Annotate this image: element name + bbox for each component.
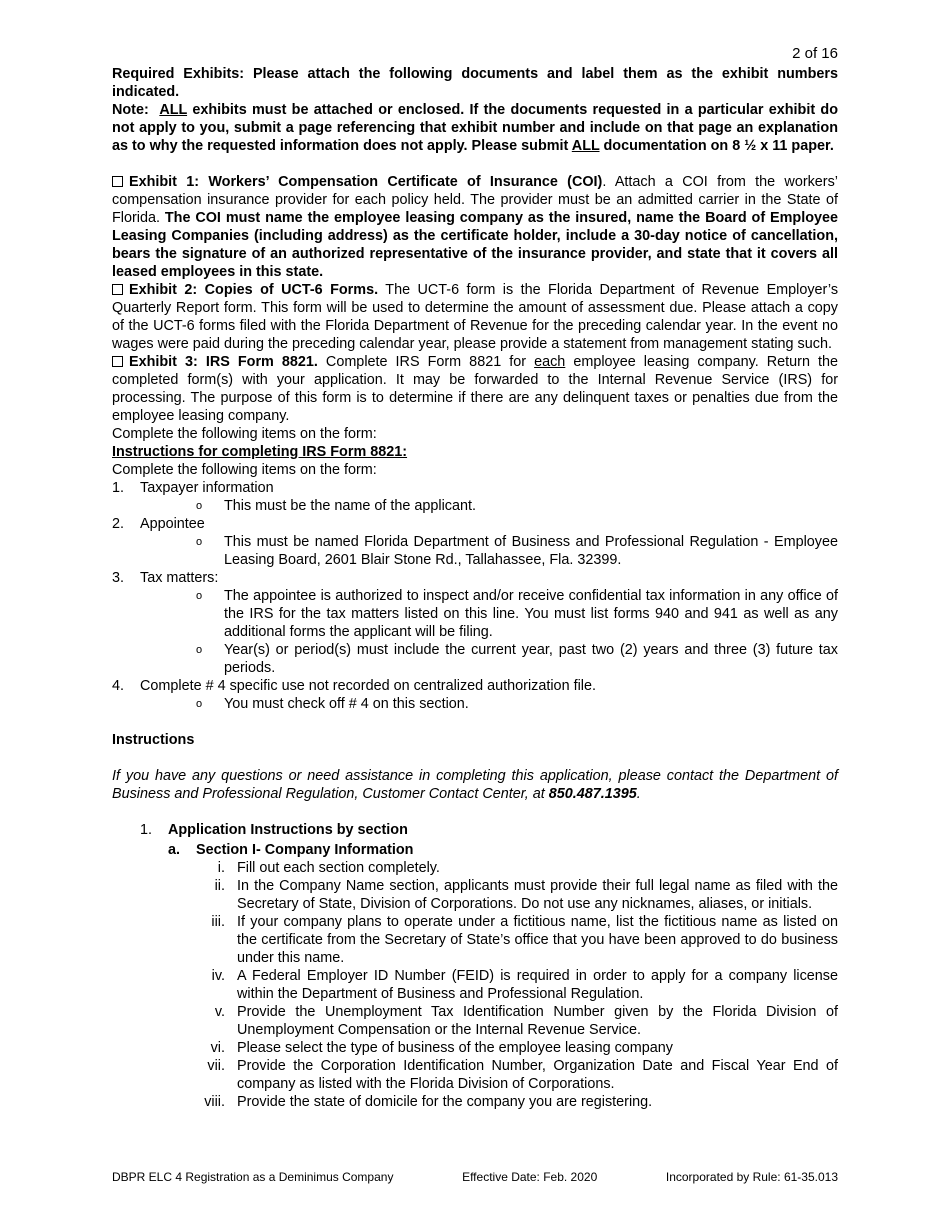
list-item: viii. Provide the state of domicile for the company you are registering. (204, 1094, 653, 1110)
irs-item-list (112, 479, 838, 713)
list-item: 2. Appointee (112, 516, 205, 532)
note-text-1: exhibits must be attached or enclosed. If the documents requested in a particular exhibit do not apply to you, submit a page referencing that exhibit number and include on that page an explanation as to why the requested information does not apply. Please submit (112, 102, 838, 154)
circle-bullet-icon: o (196, 536, 203, 548)
sub-list-item: o The appointee is authorized to inspect and/or receive confidential tax information in any office of the IRS for the tax matters listed on this line. You must list forms 940 and 941 as well as any additional forms the applicant will be filing. (196, 588, 838, 640)
list-item: 1. Taxpayer information (112, 480, 274, 496)
list-item: v. Provide the Unemployment Tax Identification Number given by the Florida Division of Unemployment Compensation or the Internal Revenue Service. (214, 1004, 838, 1038)
note-text-2: documentation on 8 ½ x 11 paper. (599, 138, 834, 154)
sub-list-item: o You must check off # 4 on this section. (196, 696, 469, 712)
circle-bullet-icon: o (196, 590, 203, 602)
exhibit-3 (112, 353, 838, 425)
circle-bullet-icon: o (196, 644, 203, 656)
list-item: ii. In the Company Name section, applicants must provide their full legal name as filed with the Secretary of State, Division of Corporations. Do not use any nicknames, aliases, or initials. (214, 878, 838, 912)
sub-list-item: o This must be the name of the applicant. (196, 498, 476, 514)
footer-effective-date: Effective Date: Feb. 2020 (462, 1170, 598, 1184)
exhibit-3-text-b: employee leasing company. Return the completed form(s) with your application. It may be forwarded to the Internal Revenue Service (IRS) for processing. The purpose of this form is to determine if there are any delinquent taxes or penalties due from the employee leasing company. (112, 354, 838, 424)
contact-text: If you have any questions or need assistance in completing this application, please contact the Department of Business and Professional Regulation, Customer Contact Center, at (112, 768, 838, 802)
exhibit-3-each: each (534, 354, 566, 370)
complete-items-1: Complete the following items on the form: (112, 426, 377, 442)
list-item: vi. Please select the type of business of the employee leasing company (210, 1040, 673, 1056)
circle-bullet-icon: o (196, 698, 203, 710)
list-item: vii. Provide the Corporation Identification Number, Organization Date and Fiscal Year End of company as listed with the Florida Division of Corporations. (207, 1058, 838, 1092)
circle-bullet-icon: o (196, 500, 203, 512)
checkbox-icon (112, 356, 123, 367)
exhibit-1 (112, 173, 838, 281)
document-body (112, 65, 838, 1111)
footer-rule: Incorporated by Rule: 61-35.013 (665, 1170, 838, 1184)
exhibit-1-title: Exhibit 1: Workers’ Compensation Certificate of Insurance (COI) (129, 174, 603, 190)
page-number: 2 of 16 (792, 45, 838, 62)
exhibit-1-text: . Attach a COI from the workers’ compensation insurance provider for each policy held. The provider must be an admitted carrier in the State of Florida. (112, 174, 838, 226)
list-item: 4. Complete # 4 specific use not recorded on centralized authorization file. (112, 678, 596, 694)
list-item: iii. If your company plans to operate under a fictitious name, list the fictitious name as listed on the certificate from the Secretary of State’s office that you have been approved to do business under this name. (211, 914, 838, 966)
list-item: 3. Tax matters: (112, 570, 219, 586)
list-item: i. Fill out each section completely. (217, 860, 440, 876)
exhibit-1-bold-text: The COI must name the employee leasing company as the insured, name the Board of Employee Leasing Companies (including address) as the certificate holder, include a 30-day notice of cancellation, bears the signature of an authorized representative of the insurance provider, and state that it covers all leased employees in this state. (112, 210, 838, 280)
list-item: iv. A Federal Employer ID Number (FEID) is required in order to apply for a company license within the Department of Business and Professional Regulation. (211, 968, 838, 1002)
note-paragraph (112, 101, 838, 155)
note-label: Note: (112, 102, 149, 118)
contact-phone: 850.487.1395 (548, 786, 637, 802)
sub-list-item: o Year(s) or period(s) must include the current year, past two (2) years and three (3) future tax periods. (196, 642, 838, 676)
section-item-list (112, 859, 838, 1111)
page-footer (112, 1170, 838, 1184)
section-heading: a. Section I- Company Information (168, 842, 414, 858)
note-all-1: ALL (159, 102, 188, 118)
exhibit-2-title: Exhibit 2: Copies of UCT-6 Forms. (129, 282, 379, 298)
sub-list-item: o This must be named Florida Department of Business and Professional Regulation - Employee Leasing Board, 2601 Blair Stone Rd., Tallahassee, Fla. 32399. (196, 534, 838, 568)
irs-instructions-heading: Instructions for completing IRS Form 8821: (112, 444, 408, 460)
contact-paragraph: If you have any questions or need assistance in completing this application, please contact the Department of Business and Professional Regulation, Customer Contact Center, at 850.487.1395. (112, 768, 838, 802)
note-all-2: ALL (571, 138, 600, 154)
checkbox-icon (112, 284, 123, 295)
exhibit-3-title: Exhibit 3: IRS Form 8821. (129, 354, 318, 370)
footer-form-name: DBPR ELC 4 Registration as a Deminimus Company (112, 1170, 394, 1184)
exhibit-2 (112, 281, 838, 353)
required-exhibits: Required Exhibits: Please attach the following documents and label them as the exhibit numbers indicated. (112, 66, 838, 100)
app-instructions-title: 1. Application Instructions by section (140, 822, 408, 838)
instructions-heading: Instructions (112, 732, 195, 748)
exhibit-3-text-a: Complete IRS Form 8821 for (317, 354, 535, 370)
checkbox-icon (112, 176, 123, 187)
complete-items-2: Complete the following items on the form: (112, 462, 377, 478)
exhibit-2-text: The UCT-6 form is the Florida Department of Revenue Employer’s Quarterly Report form. This form will be used to determine the amount of assessment due. Please attach a copy of the UCT-6 forms filed with the Florida Department of Revenue for the preceding calendar year. In the event no wages were paid during the preceding calendar year, please provide a statement from management stating such. (112, 282, 839, 352)
